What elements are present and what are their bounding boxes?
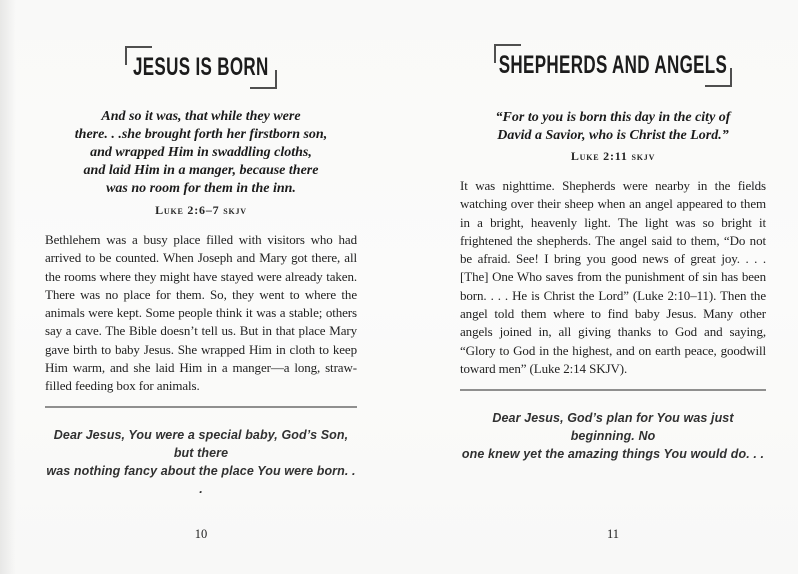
prayer-text <box>45 426 357 498</box>
quote-line: there. . .she brought forth her firstborn son, <box>74 127 328 142</box>
page-number: 10 <box>194 527 208 541</box>
story-paragraph: It was nighttime. Shepherds were nearby in the fields watching over their sheep when an angel appeared to them in a bright, heavenly light. The light was so bright it frightened the shepherds. The angel said to them, “Do not be afraid. See! I bring you good news of great joy. . . . [The] One Who saves from the punishment of sin has been born. . . . He is Christ the Lord” (Luke 2:10–11). Then the angel told them where to find baby Jesus. Many other angels joined in, all giving thanks to God and saying, “Glory to God in the highest, and on earth peace, goodwill toward men” (Luke 2:14 SKJV). <box>460 178 766 376</box>
quote-line: And so it was, that while they were <box>101 109 301 124</box>
divider-rule <box>45 406 357 408</box>
story-paragraph: Bethlehem was a busy place filled with visitors who had arrived to be counted. When Joseph and Mary got there, all the rooms where they might have stayed were already taken. There was no place for them. So, they went to where the animals were kept. Some people think it was a stable; others say a cave. The Bible doesn’t tell us. But in that place Mary gave birth to baby Jesus. She wrapped Him in cloth to keep Him warm, and she laid Him in a manger—a long, straw-filled feeding box for animals. <box>45 232 357 394</box>
quote-line: and wrapped Him in swaddling cloths, <box>90 145 312 160</box>
prayer-line: one knew yet the amazing things You would do. . . <box>461 447 765 462</box>
quote-line: was no room for them in the inn. <box>106 181 296 196</box>
corner-bracket-close-icon <box>250 70 277 89</box>
title-frame <box>494 44 732 87</box>
divider-rule <box>460 389 766 391</box>
quote-line: and laid Him in a manger, because there <box>83 163 319 178</box>
chapter-title: SHEPHERDS AND ANGELS <box>498 51 728 79</box>
prayer-text <box>460 409 766 463</box>
prayer-line: Dear Jesus, You were a special baby, God’s Son, but there <box>53 427 349 460</box>
scripture-quote <box>460 109 766 145</box>
corner-bracket-close-icon <box>705 68 732 87</box>
prayer-line: was nothing fancy about the place You were born. . . <box>46 463 356 496</box>
quote-line: David a Savior, who is Christ the Lord.” <box>497 128 729 143</box>
scripture-reference: Luke 2:6–7 skjv <box>155 203 247 217</box>
scripture-reference: Luke 2:11 skjv <box>570 149 656 163</box>
page-number: 11 <box>606 527 620 541</box>
chapter-heading-right <box>460 44 766 87</box>
chapter-heading-left <box>45 46 357 89</box>
scripture-quote <box>45 108 357 198</box>
scan-edge-shadow <box>0 0 16 574</box>
page-left <box>45 0 357 574</box>
page-right <box>460 0 766 574</box>
prayer-line: Dear Jesus, God’s plan for You was just beginning. No <box>492 411 734 444</box>
quote-line: “For to you is born this day in the city of <box>495 110 731 125</box>
chapter-title: JESUS IS BORN <box>133 53 269 81</box>
title-frame <box>125 46 277 89</box>
